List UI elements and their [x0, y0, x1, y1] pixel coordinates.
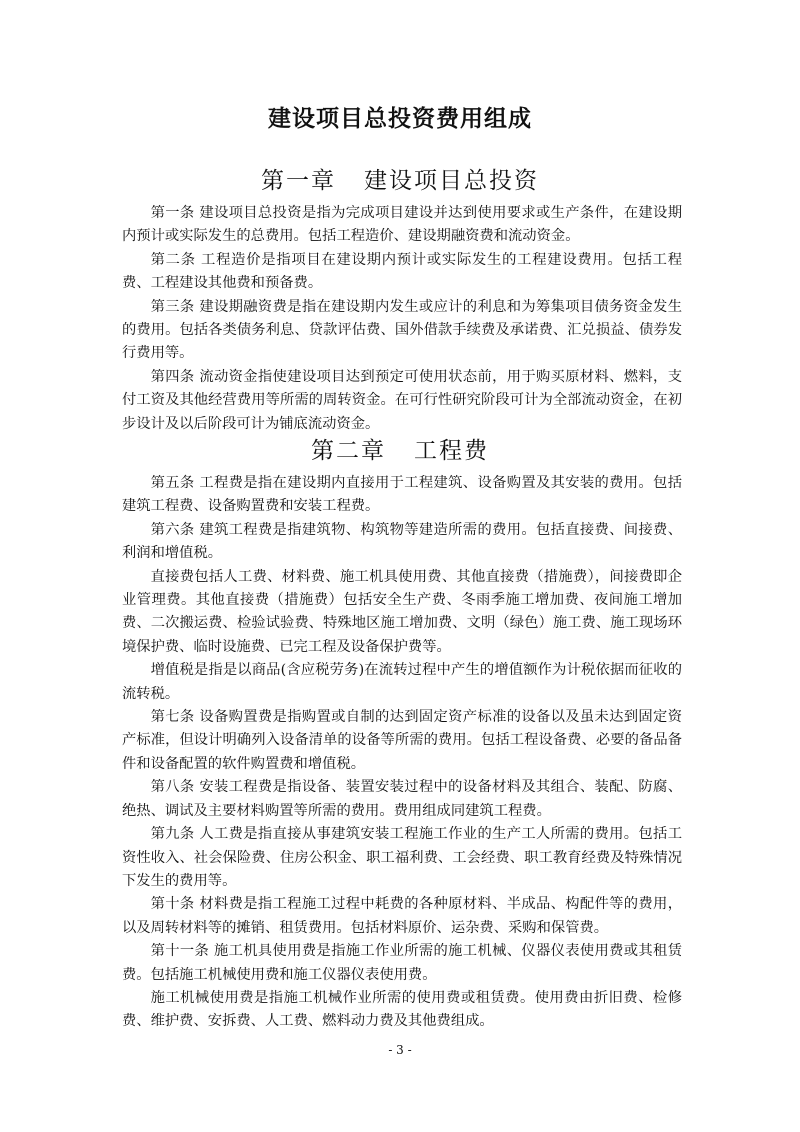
article-11: 第十一条 施工机具使用费是指施工作业所需的施工机械、仪器仪表使用费或其租赁费。包括施工机械使用费和施工仪器仪表使用费。 — [122, 943, 682, 983]
vat-paragraph: 增值税是指是以商品(含应税劳务)在流转过程中产生的增值额作为计税依据而征收的流转税。 — [122, 662, 682, 702]
chapter-2-heading — [0, 436, 800, 466]
chapter-2-number: 第二章 — [311, 438, 386, 464]
direct-cost-paragraph: 直接费包括人工费、材料费、施工机具使用费、其他直接费（措施费），间接费即企业管理费。其他直接费（措施费）包括安全生产费、冬雨季施工增加费、夜间施工增加费、二次搬运费、检验试验费、特殊地区施工增加费、文明（绿色）施工费、施工现场环境保护费、临时设施费、已完工程及设备保护费等。 — [122, 568, 682, 655]
article-5: 第五条 工程费是指在建设期内直接用于工程建筑、设备购置及其安装的费用。包括建筑工程费、设备购置费和安装工程费。 — [122, 475, 682, 515]
article-6: 第六条 建筑工程费是指建筑物、构筑物等建造所需的费用。包括直接费、间接费、利润和增值税。 — [122, 521, 682, 562]
chapter-1-body — [122, 202, 682, 436]
machinery-cost-paragraph: 施工机械使用费是指施工机械作业所需的使用费或租赁费。使用费由折旧费、检修费、维护费、安拆费、人工费、燃料动力费及其他费组成。 — [122, 989, 682, 1030]
article-9: 第九条 人工费是指直接从事建筑安装工程施工作业的生产工人所需的费用。包括工资性收入、社会保险费、住房公积金、职工福利费、工会经费、职工教育经费及特殊情况下发生的费用等。 — [122, 826, 682, 889]
chapter-2-body — [122, 472, 682, 1034]
article-3: 第三条 建设期融资费是指在建设期内发生或应计的利息和为筹集项目债务资金发生的费用。包括各类债务利息、贷款评估费、国外借款手续费及承诺费、汇兑损益、债券发行费用等。 — [122, 298, 682, 362]
chapter-1-name: 建设项目总投资 — [364, 168, 539, 194]
article-1: 第一条 建设项目总投资是指为完成项目建设并达到使用要求或生产条件，在建设期内预计或实际发生的总费用。包括工程造价、建设期融资费和流动资金。 — [122, 205, 682, 245]
article-2: 第二条 工程造价是指项目在建设期内预计或实际发生的工程建设费用。包括工程费、工程建设其他费和预备费。 — [122, 251, 682, 292]
article-8: 第八条 安装工程费是指设备、装置安装过程中的设备材料及其组合、装配、防腐、绝热、调试及主要材料购置等所需的费用。费用组成同建筑工程费。 — [122, 779, 682, 819]
chapter-2-name: 工程费 — [414, 438, 489, 464]
page-number: - 3 - — [388, 1043, 412, 1057]
article-7: 第七条 设备购置费是指购置或自制的达到固定资产标准的设备以及虽未达到固定资产标准，但设计明确列入设备清单的设备等所需的费用。包括工程设备费、必要的备品备件和设备配置的软件购置费和增值税。 — [122, 709, 682, 772]
chapter-1-number: 第一章 — [261, 168, 336, 194]
article-10: 第十条 材料费是指工程施工过程中耗费的各种原材料、半成品、构配件等的费用，以及周转材料等的摊销、租赁费用。包括材料原价、运杂费、采购和保管费。 — [122, 896, 682, 936]
document-title: 建设项目总投资费用组成 — [268, 105, 532, 132]
chapter-1-heading — [0, 166, 800, 196]
article-4: 第四条 流动资金指使建设项目达到预定可使用状态前，用于购买原材料、燃料，支付工资及其他经营费用等所需的周转资金。在可行性研究阶段可计为全部流动资金，在初步设计及以后阶段可计为铺底流动资金。 — [122, 368, 682, 432]
